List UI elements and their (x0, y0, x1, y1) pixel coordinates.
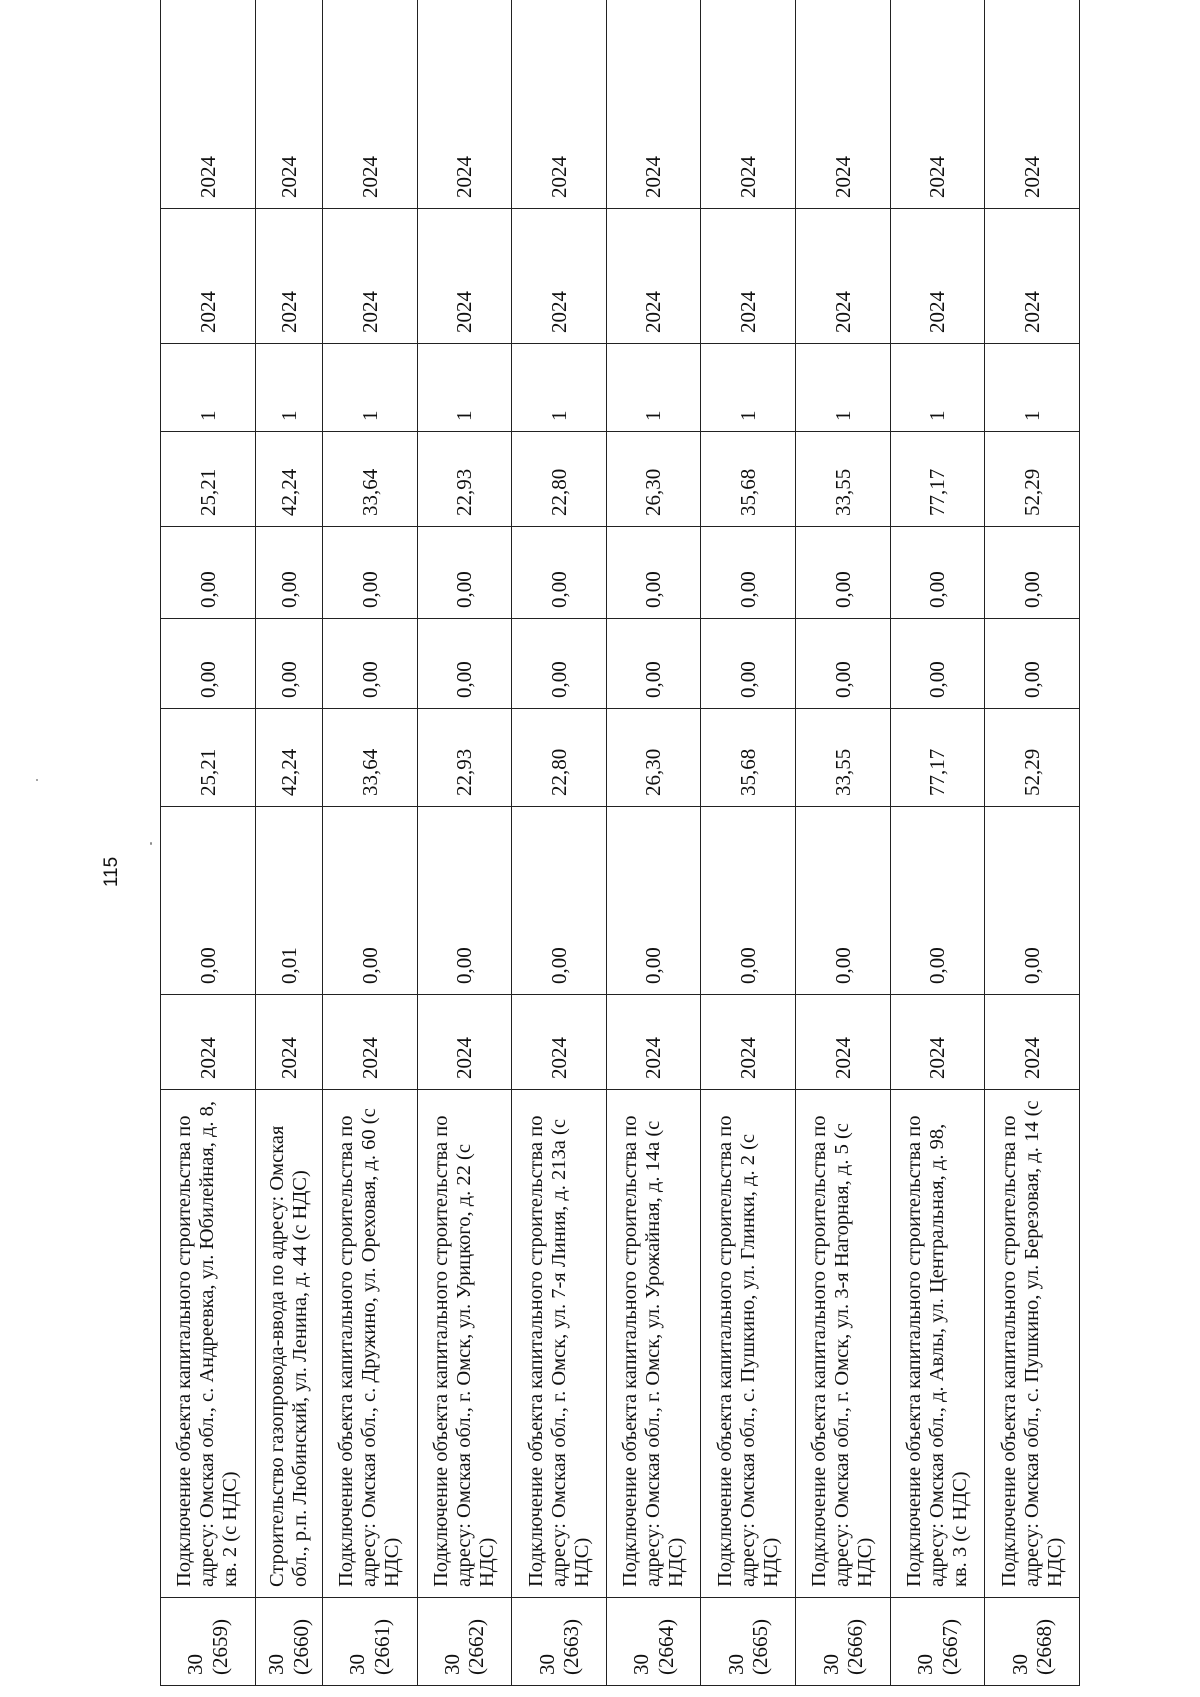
cell-value-3: 0,00 (606, 619, 701, 709)
cell-value-3: 0,00 (255, 619, 322, 709)
cell-name: Подключение объекта капитального строительства по адресу: Омская обл., г. Омск, ул. Урожайная, д. 14а (с НДС) (606, 1090, 701, 1598)
cell-number (417, 1598, 512, 1686)
cell-value-3: 0,00 (161, 619, 256, 709)
table-row (161, 0, 256, 1686)
cell-year: 2024 (417, 995, 512, 1090)
cell-start-year: 2024 (796, 209, 891, 344)
cell-name: Подключение объекта капитального строительства по адресу: Омская обл., с. Дружино, ул. Ореховая, д. 60 (с НДС) (322, 1090, 417, 1598)
cell-value-5: 22,93 (417, 432, 512, 527)
row-code: (2664) (653, 1619, 678, 1675)
cell-quantity: 1 (890, 344, 985, 432)
cell-value-5: 35,68 (701, 432, 796, 527)
cell-end-year: 2024 (796, 0, 891, 209)
cell-value-3: 0,00 (512, 619, 607, 709)
row-code: (2667) (937, 1619, 962, 1675)
cell-number (161, 1598, 256, 1686)
cell-value-2: 42,24 (255, 709, 322, 807)
cell-value-2: 33,55 (796, 709, 891, 807)
cell-value-4: 0,00 (322, 527, 417, 619)
cell-name: Подключение объекта капитального строительства по адресу: Омская обл., г. Омск, ул. 3-я Нагорная, д. 5 (с НДС) (796, 1090, 891, 1598)
cell-quantity: 1 (985, 344, 1080, 432)
row-number: 30 (1007, 1654, 1032, 1675)
cell-end-year: 2024 (890, 0, 985, 209)
row-number: 30 (264, 1654, 289, 1675)
cell-quantity: 1 (161, 344, 256, 432)
row-number: 30 (818, 1654, 843, 1675)
cell-number (796, 1598, 891, 1686)
cell-value-4: 0,00 (606, 527, 701, 619)
cell-year: 2024 (512, 995, 607, 1090)
cell-value-4: 0,00 (796, 527, 891, 619)
row-code: (2665) (748, 1619, 773, 1675)
row-number: 30 (534, 1654, 559, 1675)
cell-value-3: 0,00 (985, 619, 1080, 709)
cell-number (322, 1598, 417, 1686)
page-number: 115 (101, 856, 122, 888)
cell-year: 2024 (255, 995, 322, 1090)
cell-value-1: 0,00 (161, 807, 256, 995)
cell-end-year: 2024 (701, 0, 796, 209)
row-code: (2668) (1032, 1619, 1057, 1675)
table-row (890, 0, 985, 1686)
cell-quantity: 1 (701, 344, 796, 432)
cell-name: Подключение объекта капитального строительства по адресу: Омская обл., г. Омск, ул. Урицкого, д. 22 (с НДС) (417, 1090, 512, 1598)
cell-value-2: 52,29 (985, 709, 1080, 807)
cell-quantity: 1 (796, 344, 891, 432)
cell-value-4: 0,00 (255, 527, 322, 619)
cell-value-2: 22,93 (417, 709, 512, 807)
cell-value-5: 33,64 (322, 432, 417, 527)
cell-value-5: 26,30 (606, 432, 701, 527)
cell-value-1: 0,00 (985, 807, 1080, 995)
cell-number (606, 1598, 701, 1686)
row-number: 30 (183, 1654, 208, 1675)
cell-value-4: 0,00 (985, 527, 1080, 619)
cell-value-4: 0,00 (890, 527, 985, 619)
row-number: 30 (629, 1654, 654, 1675)
cell-year: 2024 (890, 995, 985, 1090)
scan-speck (36, 779, 38, 781)
cell-value-1: 0,01 (255, 807, 322, 995)
cell-value-2: 77,17 (890, 709, 985, 807)
table-row (985, 0, 1080, 1686)
cell-value-1: 0,00 (512, 807, 607, 995)
cell-start-year: 2024 (606, 209, 701, 344)
cell-quantity: 1 (322, 344, 417, 432)
cell-value-5: 22,80 (512, 432, 607, 527)
cell-start-year: 2024 (512, 209, 607, 344)
cell-end-year: 2024 (255, 0, 322, 209)
row-code: (2660) (288, 1619, 313, 1675)
cell-value-5: 33,55 (796, 432, 891, 527)
table-row (606, 0, 701, 1686)
cell-value-3: 0,00 (417, 619, 512, 709)
row-number: 30 (345, 1654, 370, 1675)
cell-start-year: 2024 (985, 209, 1080, 344)
cell-value-5: 42,24 (255, 432, 322, 527)
cell-quantity: 1 (512, 344, 607, 432)
cell-number (255, 1598, 322, 1686)
cell-end-year: 2024 (985, 0, 1080, 209)
cell-quantity: 1 (417, 344, 512, 432)
cell-value-5: 52,29 (985, 432, 1080, 527)
table-row (417, 0, 512, 1686)
cell-quantity: 1 (606, 344, 701, 432)
row-code: (2663) (559, 1619, 584, 1675)
cell-year: 2024 (606, 995, 701, 1090)
cell-name: Подключение объекта капитального строительства по адресу: Омская обл., с. Андреевка, ул. Юбилейная, д. 8, кв. 2 (с НДС) (161, 1090, 256, 1598)
cell-number (701, 1598, 796, 1686)
cell-year: 2024 (796, 995, 891, 1090)
cell-end-year: 2024 (606, 0, 701, 209)
cell-end-year: 2024 (322, 0, 417, 209)
table-row (255, 0, 322, 1686)
cell-end-year: 2024 (417, 0, 512, 209)
cell-start-year: 2024 (701, 209, 796, 344)
cell-year: 2024 (322, 995, 417, 1090)
table-row (512, 0, 607, 1686)
table-row (796, 0, 891, 1686)
cell-value-2: 26,30 (606, 709, 701, 807)
cell-value-1: 0,00 (322, 807, 417, 995)
table-row (322, 0, 417, 1686)
cell-number (890, 1598, 985, 1686)
cell-value-1: 0,00 (890, 807, 985, 995)
scan-speck (150, 842, 152, 845)
cell-value-4: 0,00 (417, 527, 512, 619)
cell-number (512, 1598, 607, 1686)
cell-value-5: 77,17 (890, 432, 985, 527)
cell-quantity: 1 (255, 344, 322, 432)
cell-value-3: 0,00 (796, 619, 891, 709)
cell-start-year: 2024 (161, 209, 256, 344)
table-body (161, 0, 1080, 1686)
cell-value-2: 33,64 (322, 709, 417, 807)
cell-value-4: 0,00 (701, 527, 796, 619)
table-row (701, 0, 796, 1686)
cell-value-3: 0,00 (322, 619, 417, 709)
cell-value-1: 0,00 (701, 807, 796, 995)
cell-name: Подключение объекта капитального строительства по адресу: Омская обл., д. Авлы, ул. Центральная, д. 98, кв. 3 (с НДС) (890, 1090, 985, 1598)
cell-end-year: 2024 (161, 0, 256, 209)
cell-year: 2024 (985, 995, 1080, 1090)
rotated-table-container (160, 86, 1080, 1686)
cell-name: Строительство газопровода-ввода по адресу: Омская обл., р.п. Любинский, ул. Ленина, д. 44 (с НДС) (255, 1090, 322, 1598)
row-code: (2661) (369, 1619, 394, 1675)
row-number: 30 (440, 1654, 465, 1675)
cell-value-2: 25,21 (161, 709, 256, 807)
row-number: 30 (723, 1654, 748, 1675)
cell-number (985, 1598, 1080, 1686)
cell-value-2: 22,80 (512, 709, 607, 807)
cell-end-year: 2024 (512, 0, 607, 209)
cell-value-5: 25,21 (161, 432, 256, 527)
cell-year: 2024 (161, 995, 256, 1090)
cell-start-year: 2024 (255, 209, 322, 344)
cell-start-year: 2024 (417, 209, 512, 344)
row-code: (2666) (842, 1619, 867, 1675)
cell-value-4: 0,00 (512, 527, 607, 619)
cell-start-year: 2024 (322, 209, 417, 344)
cell-name: Подключение объекта капитального строительства по адресу: Омская обл., с. Пушкино, ул. Глинки, д. 2 (с НДС) (701, 1090, 796, 1598)
cell-value-2: 35,68 (701, 709, 796, 807)
cell-year: 2024 (701, 995, 796, 1090)
cell-value-3: 0,00 (701, 619, 796, 709)
row-code: (2662) (464, 1619, 489, 1675)
row-code: (2659) (207, 1619, 232, 1675)
cell-name: Подключение объекта капитального строительства по адресу: Омская обл., с. Пушкино, ул. Березовая, д. 14 (с НДС) (985, 1090, 1080, 1598)
cell-value-4: 0,00 (161, 527, 256, 619)
cell-value-1: 0,00 (796, 807, 891, 995)
cell-value-1: 0,00 (417, 807, 512, 995)
cell-name: Подключение объекта капитального строительства по адресу: Омская обл., г. Омск, ул. 7-я Линия, д. 213а (с НДС) (512, 1090, 607, 1598)
cell-start-year: 2024 (890, 209, 985, 344)
cell-value-3: 0,00 (890, 619, 985, 709)
cell-value-1: 0,00 (606, 807, 701, 995)
data-table (160, 0, 1080, 1686)
row-number: 30 (913, 1654, 938, 1675)
